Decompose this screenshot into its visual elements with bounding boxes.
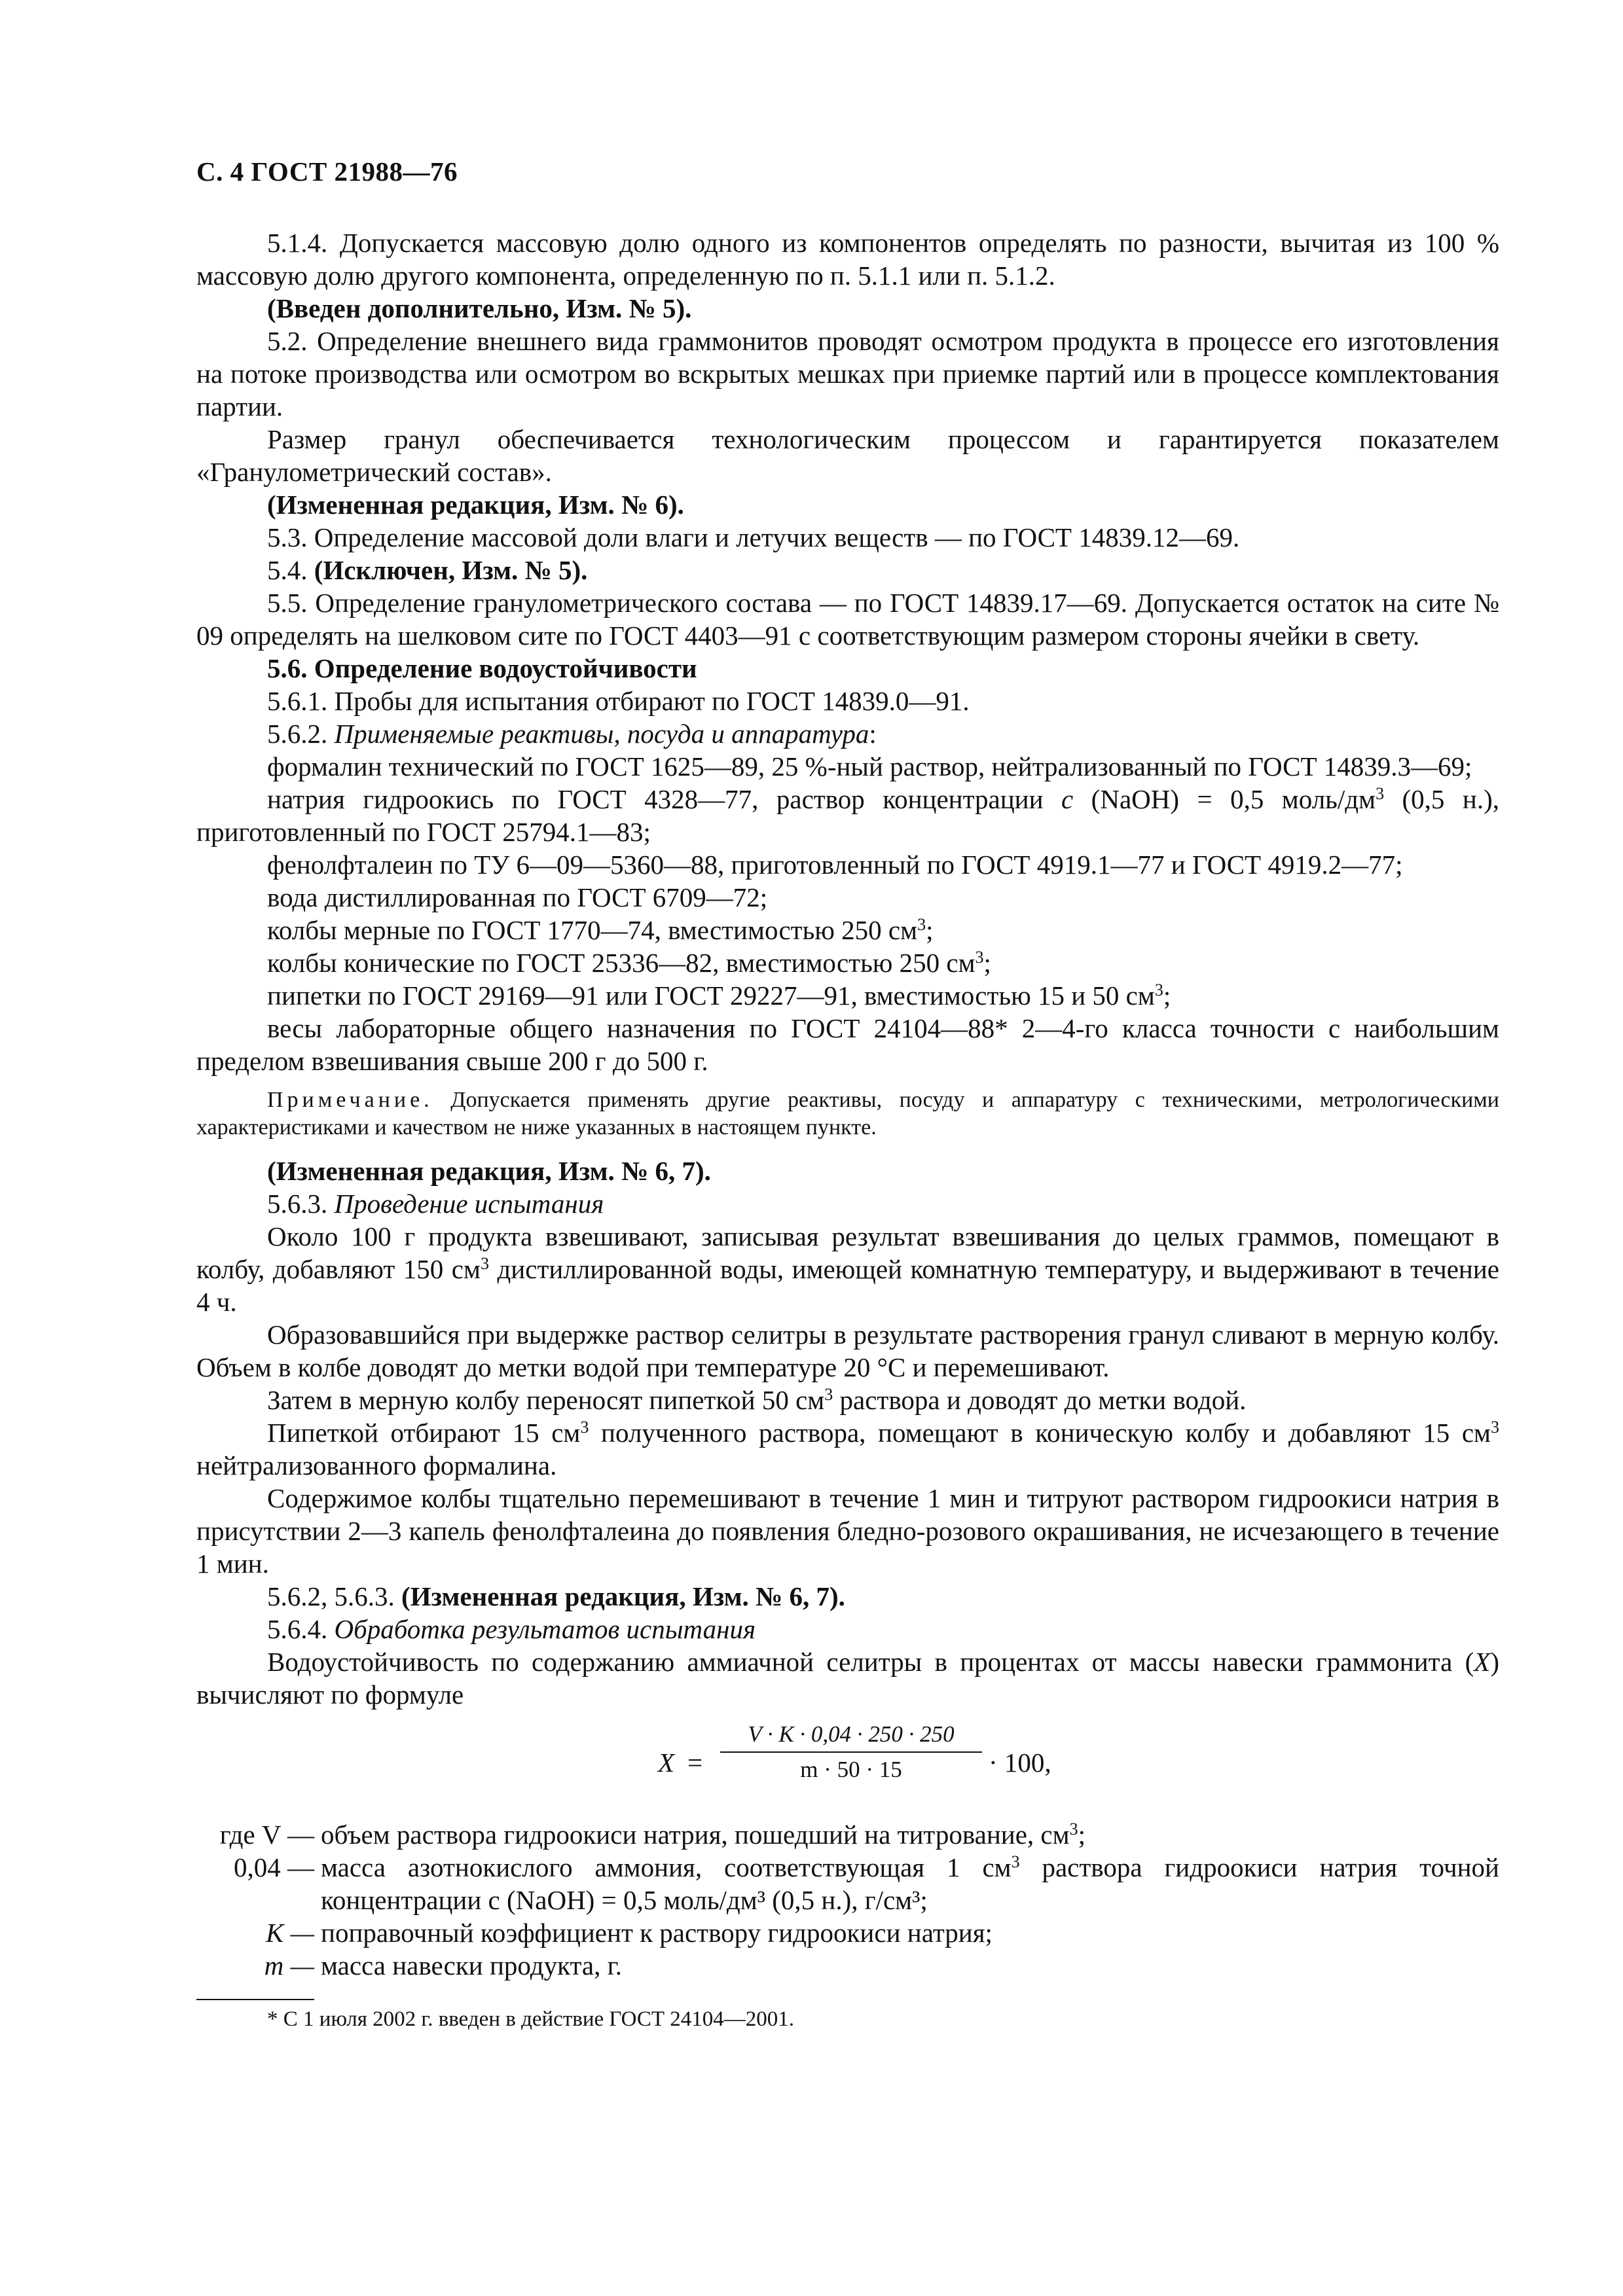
reagent-text: (NaOH) = 0,5 моль/дм xyxy=(1073,784,1376,814)
superscript: 3 xyxy=(1011,1852,1020,1871)
paragraph-number: 5.6.3. xyxy=(267,1189,335,1219)
reagent-item: вода дистиллированная по ГОСТ 6709—72; xyxy=(267,882,768,912)
superscript: 3 xyxy=(1154,980,1163,999)
formula-numerator: V · K · 0,04 · 250 · 250 xyxy=(748,1721,955,1747)
reagent-item xyxy=(196,783,1499,848)
footnote-divider xyxy=(196,1999,314,2000)
variable-x: X xyxy=(1474,1647,1491,1677)
note-label: Примечание. xyxy=(267,1088,433,1112)
formula-lhs: X xyxy=(658,1748,675,1778)
reagent-item: формалин технический по ГОСТ 1625—89, 25 %-ный раствор, нейтрализованный по ГОСТ 14839.3—69; xyxy=(267,751,1472,781)
reagent-item: пипетки по ГОСТ 29169—91 или ГОСТ 29227—91, вместимостью 15 и 50 $см^3$; xyxy=(267,980,1171,1011)
calculation-text: Водоустойчивость по содержанию аммиачной селитры в процентах от массы навески граммонита ( xyxy=(267,1647,1474,1677)
subsection-title: Применяемые реактивы, посуда и аппаратура xyxy=(334,719,869,749)
definition-text: поправочный коэффициент к раствору гидроокиси натрия; xyxy=(321,1918,993,1948)
paragraph-5-5: 5.5. Определение гранулометрического состава — по ГОСТ 14839.17—69. Допускается остаток на сите № 09 определять на шелковом сите по ГОСТ 4403—91 с соответствующим размером стороны ячейки в свету. xyxy=(196,588,1499,651)
amendment-note: (Исключен, Изм. № 5). xyxy=(314,555,588,585)
reagent-text: натрия гидроокись по ГОСТ 4328—77, раствор концентрации xyxy=(267,784,1062,814)
reagent-text: колбы мерные по ГОСТ 1770—74, вместимостью 250 см xyxy=(267,915,918,945)
definition-symbol: 0,04 — xyxy=(234,1852,314,1882)
note-paragraph xyxy=(196,1086,1499,1141)
paragraph-number: 5.6.2, 5.6.3. xyxy=(267,1581,401,1611)
procedure-text xyxy=(196,1220,1499,1318)
superscript: 3 xyxy=(975,948,984,967)
superscript: 3 xyxy=(580,1418,589,1437)
subsection-title: Обработка результатов испытания xyxy=(334,1614,756,1644)
formula xyxy=(196,1720,1499,1804)
variable-definitions xyxy=(196,1818,1499,1982)
superscript: 3 xyxy=(1069,1820,1078,1839)
subsection-title: Проведение испытания xyxy=(334,1189,604,1219)
formula-fraction xyxy=(720,1720,982,1784)
fraction-bar xyxy=(720,1751,982,1753)
amendment-note: (Измененная редакция, Изм. № 6, 7). xyxy=(267,1156,711,1186)
procedure-fragment: полученного раствора, помещают в коническую колбу и добавляют 15 см xyxy=(589,1418,1491,1448)
document-body xyxy=(196,226,1499,2033)
definition-row xyxy=(196,1949,1499,1982)
definition-row xyxy=(196,1818,1499,1851)
definition-row xyxy=(196,1916,1499,1949)
reagent-text: пипетки по ГОСТ 29169—91 или ГОСТ 29227—91, вместимостью 15 и 50 см xyxy=(267,980,1155,1011)
definition-symbol: K — xyxy=(265,1918,314,1948)
calculation-intro xyxy=(196,1645,1499,1711)
paragraph-5-4 xyxy=(196,554,1499,586)
paragraph-5-6-4 xyxy=(196,1613,1499,1645)
formula-equals: = xyxy=(687,1748,703,1778)
definition-text: масса азотнокислого аммония, соответствующая 1 см xyxy=(321,1852,1012,1882)
formula-tail: · 100, xyxy=(989,1748,1051,1778)
procedure-fragment: раствора и доводят до метки водой. xyxy=(833,1385,1247,1415)
procedure-text xyxy=(196,1384,1499,1416)
paragraph-changes xyxy=(196,1580,1499,1613)
paragraph-5-2-granules: Размер гранул обеспечивается технологическим процессом и гарантируется показателем «Гранулометрический состав». xyxy=(196,424,1499,487)
paragraph-number: 5.4. xyxy=(267,555,314,585)
definition-symbol: где V — xyxy=(219,1820,314,1850)
definition-text: ; xyxy=(1078,1820,1085,1850)
paragraph-5-2: 5.2. Определение внешнего вида граммонитов проводят осмотром продукта в процессе его изготовления на потоке производства или осмотром во вскрытых мешках при приемке партий или в процессе комплектования партии. xyxy=(196,326,1499,422)
footnote: * С 1 июля 2002 г. введен в действие ГОСТ 24104—2001. xyxy=(267,2007,795,2031)
procedure-fragment: нейтрализованного формалина. xyxy=(196,1450,557,1480)
amendment-note: (Измененная редакция, Изм. № 6, 7). xyxy=(401,1581,845,1611)
definition-text: раствора гидроокиси натрия точной концентрации с (NaOH) = 0,5 моль/дм³ (0,5 н.), г/см³; xyxy=(321,1852,1499,1915)
paragraph-number: 5.6.2. xyxy=(267,719,335,749)
paragraph-5-3: 5.3. Определение массовой доли влаги и летучих веществ — по ГОСТ 14839.12—69. xyxy=(267,522,1240,552)
definition-text: масса навески продукта, г. xyxy=(321,1950,623,1981)
superscript: 3 xyxy=(917,915,926,934)
reagent-text: (0,5 н.), приготовленный по ГОСТ 25794.1—83; xyxy=(196,784,1499,847)
paragraph-5-6-2 xyxy=(196,717,1499,750)
paragraph-5-1-4: 5.1.4. Допускается массовую долю одного из компонентов определять по разности, вычитая из 100 % массовую долю другого компонента, определенную по п. 5.1.1 или п. 5.1.2. xyxy=(196,228,1499,291)
superscript: 3 xyxy=(1376,784,1385,803)
formula-denominator: m · 50 · 15 xyxy=(800,1757,902,1782)
reagent-item: фенолфталеин по ТУ 6—09—5360—88, приготовленный по ГОСТ 4919.1—77 и ГОСТ 4919.2—77; xyxy=(267,850,1403,880)
procedure-fragment: Пипеткой отбирают 15 см xyxy=(267,1418,581,1448)
superscript: 3 xyxy=(824,1385,833,1404)
amendment-note: (Измененная редакция, Изм. № 6). xyxy=(267,490,684,520)
calculation-text: ) вычисляют по формуле xyxy=(196,1647,1499,1710)
concentration-symbol: с xyxy=(1061,784,1074,814)
procedure-fragment: Около 100 г продукта взвешивают, записывая результат взвешивания до целых граммов, помещают в колбу, добавляют 150 см xyxy=(196,1221,1499,1284)
procedure-fragment: дистиллированной воды, имеющей комнатную температуру, и выдерживают в течение 4 ч. xyxy=(196,1254,1499,1317)
procedure-text: Образовавшийся при выдержке раствор селитры в результате растворения гранул сливают в мерную колбу. Объем в колбе доводят до метки водой при температуре 20 °С и перемешивают. xyxy=(196,1319,1499,1382)
paragraph-5-6-3 xyxy=(196,1187,1499,1220)
definition-text: объем раствора гидроокиси натрия, пошедший на титрование, см xyxy=(321,1820,1070,1850)
procedure-fragment: Затем в мерную колбу переносят пипеткой 50 см xyxy=(267,1385,825,1415)
section-heading-5-6: 5.6. Определение водоустойчивости xyxy=(267,653,697,683)
paragraph-5-6-1: 5.6.1. Пробы для испытания отбирают по ГОСТ 14839.0—91. xyxy=(267,686,970,716)
procedure-text: Содержимое колбы тщательно перемешивают в течение 1 мин и титруют раствором гидроокиси натрия в присутствии 2—3 капель фенолфталеина до появления бледно-розового окрашивания, не исчезающего в течение 1 мин. xyxy=(196,1483,1499,1579)
punctuation: : xyxy=(869,719,877,749)
reagent-item: колбы мерные по ГОСТ 1770—74, вместимостью 250 $см^3$; xyxy=(267,915,934,945)
paragraph-number: 5.6.4. xyxy=(267,1614,335,1644)
reagent-text: колбы конические по ГОСТ 25336—82, вместимостью 250 см xyxy=(267,948,976,978)
superscript: 3 xyxy=(1491,1418,1500,1437)
reagent-item: колбы конические по ГОСТ 25336—82, вместимостью 250 $см^3$; xyxy=(267,948,991,978)
definition-row xyxy=(196,1851,1499,1916)
superscript: 3 xyxy=(480,1254,489,1273)
reagent-item: весы лабораторные общего назначения по ГОСТ 24104—88* 2—4-го класса точности с наибольшим пределом взвешивания свыше 200 г до 500 г. xyxy=(196,1013,1499,1076)
procedure-text xyxy=(196,1416,1499,1482)
definition-symbol: m — xyxy=(264,1950,314,1981)
page-header: С. 4 ГОСТ 21988—76 xyxy=(196,156,458,187)
amendment-note: (Введен дополнительно, Изм. № 5). xyxy=(267,293,692,323)
note-text: Допускается применять другие реактивы, посуду и аппаратуру с техническими, метрологическими характеристиками и качеством не ниже указанных в настоящем пункте. xyxy=(196,1088,1499,1139)
